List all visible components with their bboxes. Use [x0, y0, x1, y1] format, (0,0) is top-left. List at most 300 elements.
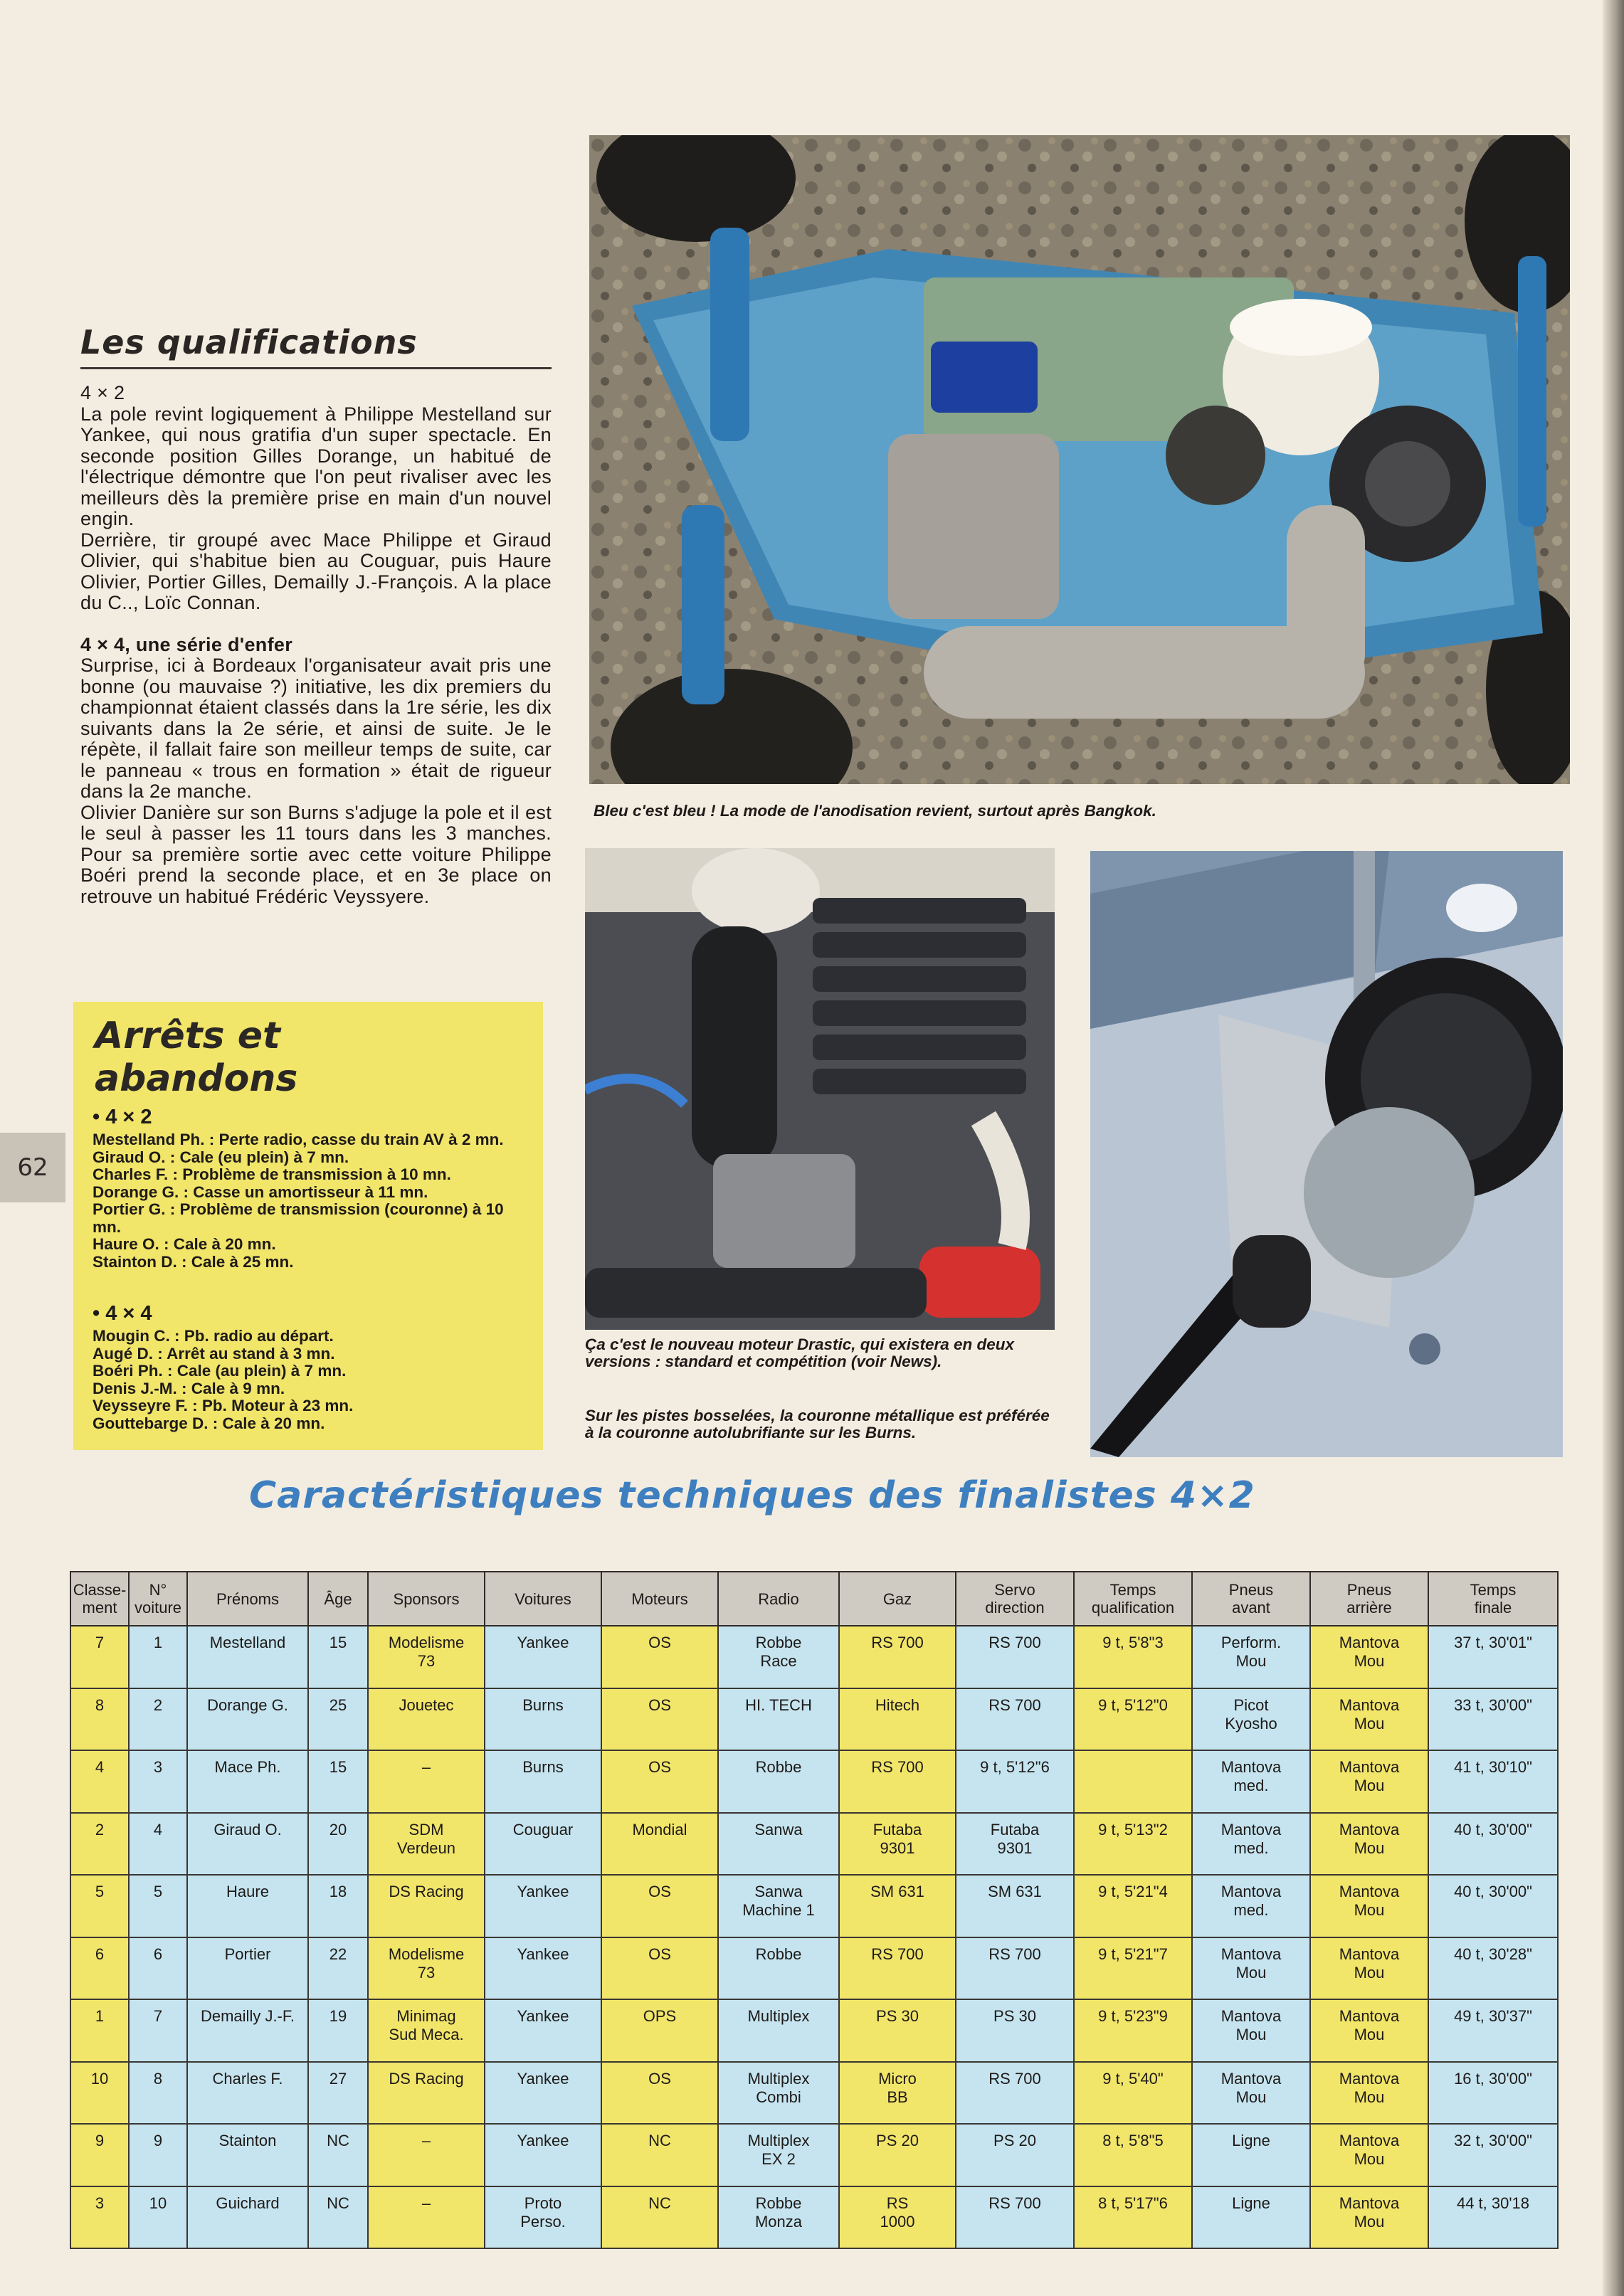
box-sub-4x4: • 4 × 4: [93, 1302, 152, 1325]
table-cell: [601, 2062, 718, 2125]
table-cell: [129, 1999, 187, 2062]
column-header: [368, 1572, 485, 1626]
table-cell-line: –: [421, 2132, 431, 2149]
list-item: Dorange G. : Casse un amortisseur à 11 mn.: [93, 1183, 428, 1201]
caption-photo2: Ça c'est le nouveau moteur Drastic, qui existera en deux versions : standard et compétition (voir News).: [585, 1335, 1015, 1370]
box-sub-4x2: • 4 × 2: [93, 1106, 152, 1128]
table-cell: [1074, 2124, 1192, 2186]
caption-photo1: Bleu c'est bleu ! La mode de l'anodisation revient, surtout après Bangkok.: [594, 802, 1156, 820]
table-cell-line: RS 700: [988, 1695, 1041, 1714]
list-item: Portier G. : Problème de transmission (couronne) à 10 mn.: [93, 1200, 504, 1236]
heading-underline: [80, 367, 552, 369]
table-cell-line: Sud Meca.: [389, 2026, 464, 2043]
table-cell: [718, 1750, 839, 1813]
finalists-table: [70, 1571, 1559, 2249]
photo-blue-chassis: [589, 135, 1570, 784]
list-item: Haure O. : Cale à 20 mn.: [93, 1235, 276, 1253]
table-cell-line: Mou: [1354, 2088, 1385, 2106]
table-cell-line: Kyosho: [1225, 1714, 1277, 1732]
table-cell: [1074, 1750, 1192, 1813]
table-cell-line: PS 30: [993, 2007, 1036, 2025]
sub-heading-4x4: 4 × 4, une série d'enfer: [80, 633, 293, 655]
table-cell-line: Mondial: [632, 1820, 687, 1839]
table-cell-line: 5: [153, 1883, 163, 1900]
table-cell: [1428, 2062, 1558, 2125]
table-cell-line: Demailly J.-F.: [200, 2007, 295, 2025]
table-cell: [1074, 2186, 1192, 2249]
table-cell-line: 73: [417, 1652, 436, 1670]
table-cell: [1310, 1750, 1428, 1813]
table-cell: [129, 2186, 187, 2249]
table-cell-line: Mantova: [1339, 2194, 1400, 2212]
table-cell: [601, 1688, 718, 1751]
table-cell: [70, 1875, 129, 1937]
table-cell: [718, 1937, 839, 2000]
table-cell-line: 40 t, 30'28": [1454, 1945, 1532, 1963]
table-cell-line: 3: [95, 2194, 105, 2212]
table-cell: [1192, 1688, 1310, 1751]
table-cell-line: Mou: [1235, 2026, 1267, 2043]
list-item: Stainton D. : Cale à 25 mn.: [93, 1252, 294, 1271]
table-cell-line: Charles F.: [212, 2069, 283, 2088]
table-cell: [187, 1626, 308, 1688]
table-cell-line: Mou: [1354, 1963, 1385, 1982]
column-header-line: Voitures: [515, 1589, 571, 1608]
table-cell: [718, 1999, 839, 2062]
table-cell-line: DS Racing: [389, 1883, 464, 1900]
table-cell-line: 10: [149, 2194, 167, 2212]
paragraph-pole: La pole revint logiquement à Philippe Mestelland sur Yankee, qui nous gratifia d'un super spectacle. En seconde position Gilles Dorange, un habitué de l'électrique démontre que l'on peut rivaliser avec les meilleurs dès la première prise en main d'un nouvel engin.: [80, 403, 552, 529]
paragraph-olivier: Olivier Danière sur son Burns s'adjuge la pole et il est le seul à passer les 11 tours dans les 3 manches. Pour sa première sortie avec cette voiture Philippe Boéri prend la seconde place, et en 3e place on retrouve un habitué Frédéric Veyssyere.: [80, 801, 552, 907]
table-cell-line: 15: [329, 1758, 347, 1776]
table-cell: [1192, 2186, 1310, 2249]
table-row: [70, 1813, 1558, 1876]
table-cell-line: RS: [886, 2194, 909, 2212]
table-cell-line: OS: [648, 1945, 671, 1963]
table-cell: [1192, 1999, 1310, 2062]
table-cell: [1192, 2062, 1310, 2125]
table-cell: [718, 2062, 839, 2125]
table-cell: [187, 2124, 308, 2186]
table-cell-line: SM 631: [988, 1883, 1042, 1900]
table-cell: [308, 1688, 368, 1751]
table-cell-line: RS 700: [988, 1945, 1041, 1963]
table-cell-line: 9 t, 5'12"6: [980, 1758, 1050, 1776]
table-cell: [718, 1813, 839, 1876]
table-cell-line: med.: [1233, 1901, 1269, 1919]
table-cell: [1428, 2124, 1558, 2186]
table-cell-line: PS 20: [876, 2132, 919, 2149]
table-cell-line: 5: [95, 1883, 105, 1900]
table-cell: [956, 2062, 1074, 2125]
table-row: [70, 1999, 1558, 2062]
table-cell: [129, 1937, 187, 2000]
table-cell: [1074, 1999, 1192, 2062]
table-cell: [839, 1626, 956, 1688]
table-cell-line: 9 t, 5'40": [1102, 2069, 1164, 2088]
table-cell-line: Yankee: [517, 2132, 569, 2149]
table-cell-line: 9: [95, 2132, 105, 2149]
table-cell: [956, 1688, 1074, 1751]
table-cell: [485, 1813, 601, 1876]
list-item: Charles F. : Problème de transmission à 10 mn.: [93, 1165, 451, 1183]
table-cell-line: Mou: [1354, 2212, 1385, 2231]
table-cell: [70, 1626, 129, 1688]
column-header-line: Pneus: [1228, 1581, 1274, 1599]
table-cell-line: Mantova: [1339, 1883, 1400, 1900]
table-header-row: [70, 1572, 1558, 1626]
table-cell: [1192, 1626, 1310, 1688]
table-cell: [1310, 1626, 1428, 1688]
table-cell-line: RS 700: [871, 1758, 924, 1776]
table-cell-line: BB: [887, 2088, 908, 2106]
table-cell-line: Mou: [1235, 1963, 1267, 1982]
box-list-4x4: [93, 1328, 530, 1432]
table-cell-line: Modelisme: [388, 1945, 465, 1963]
table-cell: [1310, 2062, 1428, 2125]
table-cell-line: Robbe: [755, 1758, 802, 1776]
list-item: Gouttebarge D. : Cale à 20 mn.: [93, 1414, 325, 1432]
table-cell-line: 9301: [997, 1839, 1033, 1857]
table-cell-line: OS: [648, 2069, 671, 2088]
table-cell-line: 10: [90, 2069, 109, 2088]
table-cell: [308, 2124, 368, 2186]
table-cell-line: Haure: [226, 1883, 269, 1900]
column-header-line: Âge: [324, 1589, 352, 1608]
table-cell: [1074, 2062, 1192, 2125]
table-cell-line: HI. TECH: [745, 1695, 812, 1714]
table-cell-line: OS: [648, 1883, 671, 1900]
table-cell: [1310, 1937, 1428, 2000]
column-header-line: Temps: [1470, 1581, 1517, 1599]
table-cell-line: 2: [95, 1820, 105, 1839]
table-cell-line: –: [421, 1758, 431, 1776]
table-cell-line: NC: [327, 2132, 349, 2149]
table-cell-line: 9 t, 5'21"4: [1098, 1883, 1168, 1900]
table-cell-line: –: [421, 2194, 431, 2212]
column-header: [718, 1572, 839, 1626]
table-cell: [368, 1813, 485, 1876]
table-cell: [839, 1999, 956, 2062]
table-cell-line: Futaba: [872, 1820, 922, 1839]
column-header-line: Gaz: [882, 1589, 912, 1608]
table-cell: [718, 2186, 839, 2249]
table-cell-line: 18: [329, 1883, 347, 1900]
table-cell-line: Giraud O.: [213, 1820, 282, 1839]
table-cell: [1310, 1999, 1428, 2062]
table-cell-line: 1: [153, 1634, 163, 1651]
table-cell-line: Mou: [1354, 1714, 1385, 1732]
table-cell-line: Verdeun: [397, 1839, 455, 1857]
column-header-line: Prénoms: [216, 1589, 280, 1608]
table-cell-line: Mestelland: [209, 1634, 286, 1651]
table-cell: [1310, 1875, 1428, 1937]
table-cell-line: 9: [153, 2132, 163, 2149]
list-item: Mougin C. : Pb. radio au départ.: [93, 1327, 334, 1345]
table-cell-line: Yankee: [517, 2069, 569, 2088]
table-cell: [956, 1750, 1074, 1813]
list-item: Mestelland Ph. : Perte radio, casse du train AV à 2 mn.: [93, 1131, 504, 1148]
table-cell: [70, 1999, 129, 2062]
page-number: 62: [0, 1133, 65, 1202]
table-cell-line: Perform.: [1220, 1634, 1282, 1651]
table-cell-line: Mace Ph.: [214, 1758, 281, 1776]
table-cell-line: Mantova: [1339, 2007, 1400, 2025]
table-cell: [485, 1999, 601, 2062]
table-cell: [368, 1937, 485, 2000]
table-cell-line: Ligne: [1232, 2194, 1270, 2212]
caption-photo3: Sur les pistes bosselées, la couronne métallique est préférée à la couronne autolubrifiante sur les Burns.: [585, 1407, 1050, 1441]
table-cell-line: Sanwa: [754, 1820, 803, 1839]
list-item: Giraud O. : Cale (eu plein) à 7 mn.: [93, 1148, 349, 1166]
table-cell: [485, 1875, 601, 1937]
table-cell-line: OPS: [643, 2007, 677, 2025]
column-header-line: voiture: [134, 1599, 182, 1617]
table-row: [70, 1750, 1558, 1813]
table-cell: [368, 1750, 485, 1813]
table-cell: [601, 1937, 718, 2000]
table-cell-line: Burns: [522, 1758, 564, 1776]
table-cell: [1310, 1813, 1428, 1876]
table-cell-line: Mantova: [1220, 1945, 1282, 1963]
table-cell-line: 19: [329, 2007, 347, 2025]
table-cell-line: 22: [329, 1945, 347, 1963]
table-row: [70, 1875, 1558, 1937]
table-cell-line: Mantova: [1339, 2069, 1400, 2088]
table-cell-line: Futaba: [990, 1820, 1040, 1839]
table-cell-line: Picot: [1233, 1695, 1269, 1714]
table-cell: [1428, 1813, 1558, 1876]
table-cell: [601, 2124, 718, 2186]
table-cell-line: Ligne: [1232, 2132, 1270, 2149]
table-cell-line: Multiplex: [747, 2007, 810, 2025]
table-cell-line: 40 t, 30'00": [1454, 1820, 1532, 1839]
photo-metal-crown-gear: [1090, 851, 1563, 1457]
table-cell: [718, 2124, 839, 2186]
table-cell-line: Mantova: [1220, 2069, 1282, 2088]
page-edge-shadow: [1603, 0, 1624, 2296]
table-cell: [70, 1750, 129, 1813]
table-cell-line: 9 t, 5'12"0: [1098, 1695, 1168, 1714]
table-cell: [187, 1937, 308, 2000]
table-cell: [485, 2062, 601, 2125]
table-cell-line: Mantova: [1220, 1820, 1282, 1839]
table-cell: [308, 1750, 368, 1813]
table-cell: [839, 1813, 956, 1876]
table-cell: [956, 1626, 1074, 1688]
table-cell: [485, 2124, 601, 2186]
table-cell-line: Burns: [522, 1695, 564, 1714]
table-cell-line: Mantova: [1220, 1758, 1282, 1776]
table-cell: [485, 1937, 601, 2000]
table-cell: [1310, 2186, 1428, 2249]
column-header-line: Temps: [1109, 1581, 1156, 1599]
table-cell-line: 44 t, 30'18: [1456, 2194, 1530, 2212]
column-header-line: arrière: [1346, 1599, 1392, 1617]
table-cell: [187, 1750, 308, 1813]
table-cell-line: Proto: [524, 2194, 562, 2212]
table-row: [70, 1626, 1558, 1688]
table-cell: [187, 1688, 308, 1751]
table-cell: [187, 1999, 308, 2062]
table-cell-line: 6: [153, 1945, 163, 1963]
table-cell: [601, 2186, 718, 2249]
table-cell-line: Portier: [224, 1945, 271, 1963]
table-cell-line: 8 t, 5'8"5: [1102, 2132, 1164, 2149]
table-cell: [368, 1999, 485, 2062]
table-cell-line: 4: [95, 1758, 105, 1776]
table-cell-line: RS 700: [988, 2194, 1041, 2212]
table-cell: [368, 2062, 485, 2125]
sub-heading-4x2: 4 × 2: [80, 382, 125, 403]
table-title: Caractéristiques techniques des finalistes 4×2: [249, 1474, 1255, 1517]
table-cell: [1428, 1750, 1558, 1813]
table-cell: [956, 2186, 1074, 2249]
table-cell-line: Mantova: [1339, 1945, 1400, 1963]
table-cell-line: 73: [417, 1963, 436, 1982]
column-header: [1074, 1572, 1192, 1626]
column-header: [601, 1572, 718, 1626]
article-text-block: [80, 383, 552, 907]
table-cell: [308, 1999, 368, 2062]
table-cell: [1192, 2124, 1310, 2186]
table-cell-line: 9 t, 5'8"3: [1102, 1634, 1164, 1651]
table-cell: [1192, 1875, 1310, 1937]
table-cell-line: Yankee: [517, 1634, 569, 1651]
table-cell: [601, 1813, 718, 1876]
table-cell: [70, 1688, 129, 1751]
column-header-line: Sponsors: [393, 1589, 460, 1608]
table-cell: [839, 1937, 956, 2000]
column-header-line: Classe-: [73, 1581, 127, 1599]
column-header-line: qualification: [1091, 1599, 1175, 1617]
table-cell-line: Guichard: [216, 2194, 280, 2212]
table-cell-line: Yankee: [517, 1945, 569, 1963]
table-cell-line: Mantova: [1339, 2132, 1400, 2149]
table-row: [70, 2124, 1558, 2186]
table-cell-line: Mou: [1354, 1901, 1385, 1919]
table-cell-line: NC: [648, 2194, 671, 2212]
table-cell: [485, 1750, 601, 1813]
table-cell-line: Mantova: [1339, 1695, 1400, 1714]
table-cell: [956, 2124, 1074, 2186]
table-cell: [129, 1626, 187, 1688]
table-cell: [956, 1937, 1074, 2000]
table-cell-line: Mantova: [1220, 2007, 1282, 2025]
column-header: [485, 1572, 601, 1626]
table-cell-line: Dorange G.: [207, 1695, 288, 1714]
table-cell-line: med.: [1233, 1839, 1269, 1857]
table-cell-line: Perso.: [520, 2212, 566, 2231]
table-cell: [839, 1688, 956, 1751]
table-cell-line: RS 700: [988, 1634, 1041, 1651]
table-cell: [129, 2062, 187, 2125]
table-cell-line: Stainton: [218, 2132, 277, 2149]
table-cell-line: Robbe: [755, 2194, 802, 2212]
table-cell-line: 25: [329, 1695, 347, 1714]
table-cell-line: NC: [327, 2194, 349, 2212]
table-cell: [308, 2062, 368, 2125]
table-cell-line: 20: [329, 1820, 347, 1839]
table-row: [70, 2186, 1558, 2249]
column-header-line: Radio: [758, 1589, 799, 1608]
table-cell: [70, 1937, 129, 2000]
list-item: Veysseyre F. : Pb. Moteur à 23 mn.: [93, 1397, 354, 1414]
table-cell: [1428, 1937, 1558, 2000]
table-cell: [956, 1813, 1074, 1876]
table-cell-line: 40 t, 30'00": [1454, 1883, 1532, 1900]
table-cell-line: Modelisme: [388, 1634, 465, 1651]
column-header-line: N°: [149, 1581, 167, 1599]
column-header: [1428, 1572, 1558, 1626]
table-cell-line: Hitech: [875, 1695, 920, 1714]
table-cell-line: 49 t, 30'37": [1454, 2007, 1532, 2025]
table-cell: [1310, 2124, 1428, 2186]
table-cell-line: RS 700: [988, 2069, 1041, 2088]
column-header-line: finale: [1474, 1599, 1512, 1617]
paragraph-surprise: Surprise, ici à Bordeaux l'organisateur avait pris une bonne (ou mauvaise ?) initiative, les dix premiers du championnat étaient classés dans la 1re série, les dix suivants dans la 2e série, et ainsi de suite. Je le répète, il fallait faire son meilleur temps de suite, car le panneau « trous en formation » était de rigueur dans la 2e manche.: [80, 655, 552, 802]
column-header-line: avant: [1232, 1599, 1270, 1617]
table-cell: [187, 1813, 308, 1876]
table-cell-line: 3: [153, 1758, 163, 1776]
table-cell-line: SDM: [408, 1820, 444, 1839]
table-cell-line: Mou: [1354, 1652, 1385, 1670]
table-cell: [129, 1875, 187, 1937]
table-cell-line: 1000: [880, 2212, 915, 2231]
table-cell-line: Monza: [754, 2212, 803, 2231]
table-cell-line: 15: [329, 1634, 347, 1651]
table-cell-line: Multiplex: [747, 2069, 810, 2088]
table-cell: [368, 1875, 485, 1937]
table-cell-line: Yankee: [517, 1883, 569, 1900]
list-item: Denis J.-M. : Cale à 9 mn.: [93, 1379, 285, 1397]
table-cell-line: Jouetec: [399, 1695, 454, 1714]
table-cell-line: RS 700: [871, 1945, 924, 1963]
table-cell-line: Mou: [1354, 2026, 1385, 2043]
list-item: Augé D. : Arrêt au stand à 3 mn.: [93, 1344, 335, 1363]
table-cell: [1192, 1937, 1310, 2000]
table-cell-line: Minimag: [396, 2007, 456, 2025]
table-cell-line: Robbe: [755, 1945, 802, 1963]
table-cell-line: Combi: [756, 2088, 801, 2106]
column-header-line: Servo: [994, 1581, 1035, 1599]
table-cell-line: 32 t, 30'00": [1454, 2132, 1532, 2149]
table-cell-line: Mou: [1235, 2088, 1267, 2106]
table-cell-line: Multiplex: [747, 2132, 810, 2149]
section-heading-qualifications: Les qualifications: [80, 323, 418, 361]
table-cell-line: 37 t, 30'01": [1454, 1634, 1532, 1651]
table-cell: [70, 2186, 129, 2249]
paragraph-derriere: Derrière, tir groupé avec Mace Philippe et Giraud Olivier, qui s'habitue bien au Couguar, puis Haure Olivier, Portier Gilles, Demailly J.-François. A la place du C.., Loïc Connan.: [80, 529, 552, 613]
table-cell-line: EX 2: [761, 2150, 796, 2168]
table-cell: [1428, 2186, 1558, 2249]
table-cell: [601, 1875, 718, 1937]
table-cell: [1428, 1688, 1558, 1751]
table-cell: [839, 1750, 956, 1813]
box-list-4x2: [93, 1131, 530, 1271]
table-cell: [839, 2062, 956, 2125]
table-cell: [1428, 1626, 1558, 1688]
table-cell-line: 9 t, 5'21"7: [1098, 1945, 1168, 1963]
table-cell: [601, 1626, 718, 1688]
table-cell: [601, 1999, 718, 2062]
table-cell: [1310, 1688, 1428, 1751]
table-cell: [1074, 1937, 1192, 2000]
table-cell-line: 1: [95, 2007, 105, 2025]
table-cell: [129, 1750, 187, 1813]
table-cell: [368, 1626, 485, 1688]
table-cell-line: 8 t, 5'17"6: [1098, 2194, 1168, 2212]
